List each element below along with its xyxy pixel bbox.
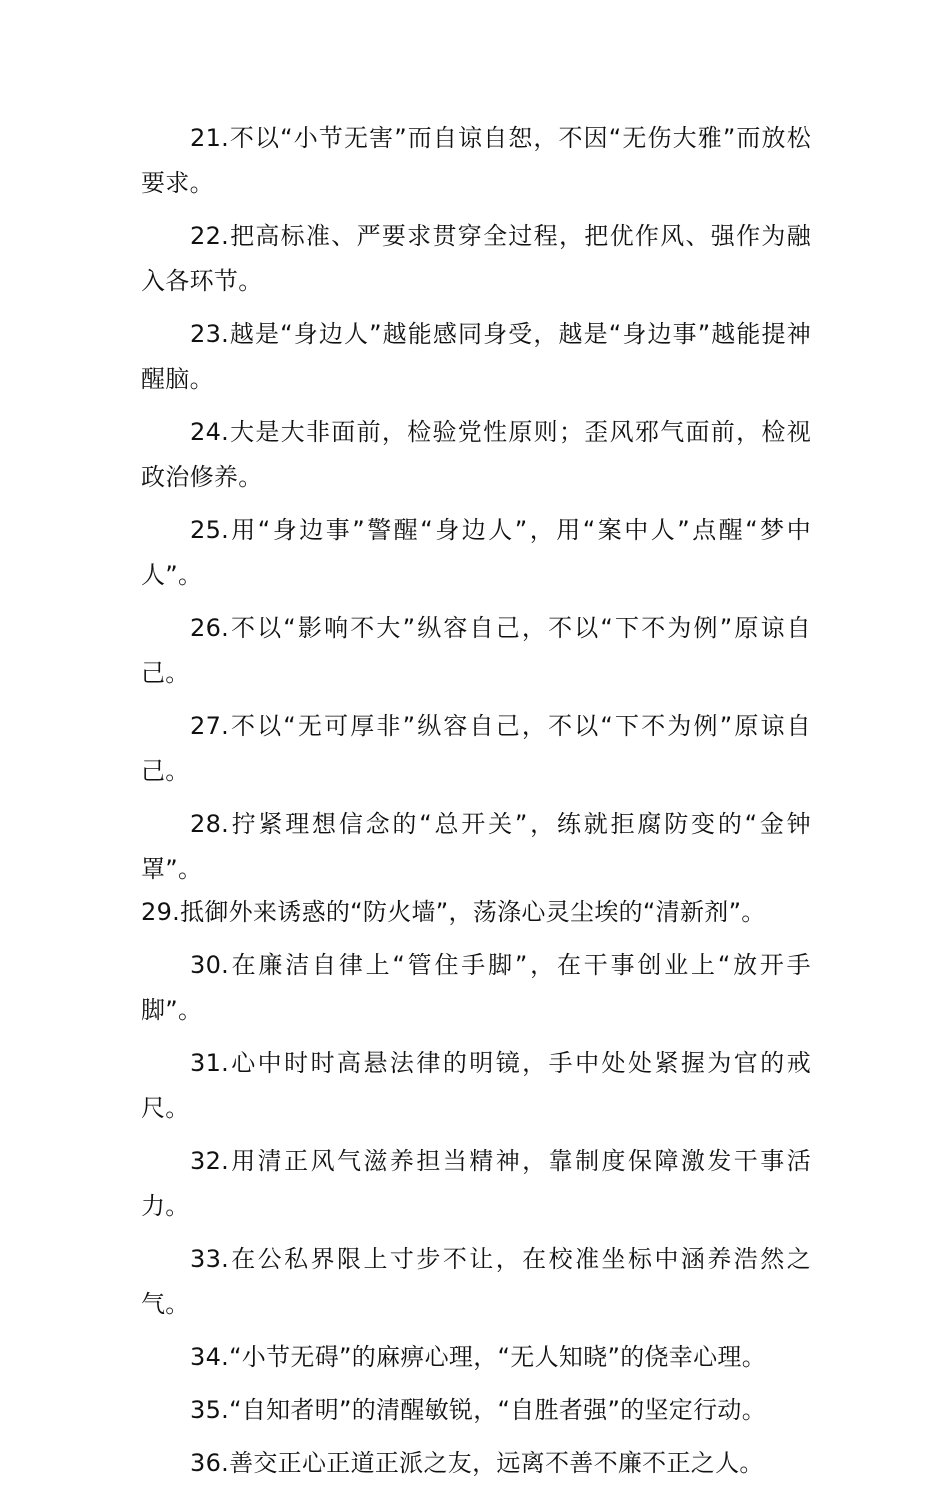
paragraph-34: 34.“小节无碍”的麻痹心理，“无人知晓”的侥幸心理。: [190, 1343, 767, 1371]
paragraph-26: 26.不以“影响不大”纵容自己，不以“下不为例”原谅自己。: [141, 614, 811, 687]
paragraph-36: 36.善交正心正道正派之友，远离不善不廉不正之人。: [190, 1449, 764, 1477]
paragraph-30: 30.在廉洁自律上“管住手脚”，在干事创业上“放开手脚”。: [141, 951, 811, 1024]
paragraph-25: 25.用“身边事”警醒“身边人”，用“案中人”点醒“梦中人”。: [141, 516, 811, 589]
paragraph-28: 28.拧紧理想信念的“总开关”，练就拒腐防变的“金钟罩”。: [141, 810, 811, 883]
paragraph-31: 31.心中时时高悬法律的明镜，手中处处紧握为官的戒尺。: [141, 1049, 811, 1122]
paragraph-33: 33.在公私界限上寸步不让，在校准坐标中涵养浩然之气。: [141, 1245, 811, 1318]
paragraph-23: 23.越是“身边人”越能感同身受，越是“身边事”越能提神醒脑。: [141, 320, 811, 393]
paragraph-22: 22.把高标准、严要求贯穿全过程，把优作风、强作为融入各环节。: [141, 222, 811, 295]
paragraph-27: 27.不以“无可厚非”纵容自己，不以“下不为例”原谅自己。: [141, 712, 811, 785]
paragraph-29: 29.抵御外来诱惑的“防火墙”，荡涤心灵尘埃的“清新剂”。: [141, 898, 766, 926]
paragraph-32: 32.用清正风气滋养担当精神，靠制度保障激发干事活力。: [141, 1147, 811, 1220]
document-page: [141, 116, 811, 1494]
paragraph-21: 21.不以“小节无害”而自谅自恕，不因“无伤大雅”而放松要求。: [141, 124, 811, 197]
paragraph-35: 35.“自知者明”的清醒敏锐，“自胜者强”的坚定行动。: [190, 1396, 767, 1424]
paragraph-24: 24.大是大非面前，检验党性原则；歪风邪气面前，检视政治修养。: [141, 418, 811, 491]
